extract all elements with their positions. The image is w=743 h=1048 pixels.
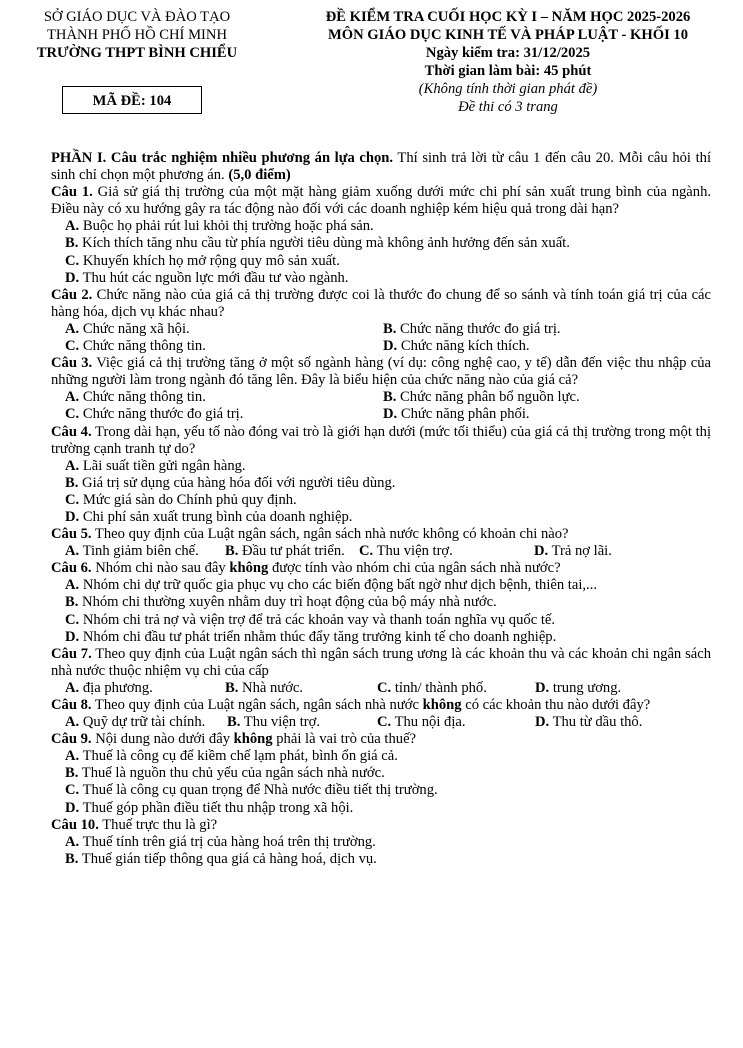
question-label: Câu 5. [51,526,92,543]
option-c [51,253,711,270]
option-b [51,235,711,252]
option-text: Trả nợ lãi. [548,543,612,560]
option-letter: A. [65,577,80,594]
option-letter: D. [65,508,80,525]
part1-points: (5,0 điểm) [228,167,291,184]
question-label: Câu 6. [51,560,92,577]
question-text: Chức năng nào của giá cả thị trường được coi là thước đo chung để so sánh và tính toán giá trị của các hàng hóa, dịch vụ khác nhau? [51,286,712,320]
option-c [51,492,711,509]
duration-note: (Không tính thời gian phát đề) [418,81,598,97]
question-label: Câu 3. [51,355,93,372]
option-letter: D. [383,406,398,423]
part1-title: PHẦN I. Câu trắc nghiệm nhiều phương án lựa chọn. [51,150,394,166]
exam-title: ĐỀ KIỂM TRA CUỐI HỌC KỲ I – NĂM HỌC 2025-2026 [325,9,691,25]
option-letter: D. [534,543,549,560]
question-label: Câu 2. [51,286,93,303]
option-text: Chức năng phân phối. [397,406,530,423]
question-text: Trong dài hạn, yếu tố nào đóng vai trò là giới hạn dưới (mức tối thiểu) của giá cả thị trường trong một thị trường cạnh tranh tự do? [51,423,711,457]
option-b [51,594,711,611]
option-a [51,834,711,851]
option-letter: D. [65,799,80,816]
option-letter: C. [377,679,392,696]
options-row [51,406,711,423]
exam-date: Ngày kiểm tra: 31/12/2025 [425,45,591,61]
question-label: Câu 4. [51,423,92,440]
option-c [377,680,535,697]
question-keyword: không [233,731,273,748]
option-letter: A. [65,714,80,731]
option-text: Thu hút các nguồn lực mới đầu tư vào ngành. [79,269,349,286]
option-d [51,800,711,817]
question-6 [51,560,711,577]
option-b [51,851,711,868]
option-text: Thuế góp phần điều tiết thu nhập trong xã hội. [79,799,354,816]
option-a [65,321,383,338]
option-letter: B. [227,714,241,731]
option-text: Nhóm chi thường xuyên nhằm duy trì hoạt động của bộ máy nhà nước. [78,594,497,611]
question-4 [51,424,711,458]
question-1 [51,184,711,218]
option-text: Kích thích tăng nhu cầu từ phía người tiêu dùng mà không ảnh hưởng đến sản xuất. [78,235,570,252]
question-keyword: không [422,697,462,713]
department-line: SỞ GIÁO DỤC VÀ ĐÀO TẠO [43,9,231,25]
options-row [51,321,711,338]
question-text: Giả sử giá thị trường của một mặt hàng giảm xuống dưới mức chi phí sản xuất trung bình của ngành. Điều này có xu hướng gây ra tác động nào đối với các doanh nghiệp kém hiệu quả trong dài hạn? [51,184,712,218]
option-letter: C. [359,543,374,560]
option-letter: B. [225,543,239,560]
question-10 [51,817,711,834]
question-text: Theo quy định của Luật ngân sách thì ngân sách trung ương là các khoản thu và các khoản chi ngân sách nhà nước thuộc nhiệm vụ chi của cấp [51,645,711,679]
option-a [51,218,711,235]
option-letter: C. [377,714,392,731]
option-text: Buộc họ phải rút lui khỏi thị trường hoặc phá sản. [79,218,374,235]
question-text: Nội dung nào dưới đây [91,731,234,748]
option-text: Thuế là công cụ để kiềm chế lạm phát, bình ổn giá cả. [79,748,398,765]
option-letter: D. [535,714,550,731]
option-letter: B. [65,850,79,867]
option-c [51,782,711,799]
option-text: Mức giá sàn do Chính phủ quy định. [79,491,297,508]
option-text: Chức năng thước đo giá trị. [79,406,244,423]
option-text: Giá trị sử dụng của hàng hóa đối với người tiêu dùng. [78,474,396,491]
option-a [65,680,225,697]
school-header [14,8,260,62]
option-text: Nhóm chi trả nợ và viện trợ để trả các khoản vay và thanh toán nghĩa vụ quốc tế. [79,611,555,628]
subject-title: MÔN GIÁO DỤC KINH TẾ VÀ PHÁP LUẬT - KHỐI 10 [327,27,688,43]
option-d [383,406,701,423]
option-text: Chi phí sản xuất trung bình của doanh nghiệp. [79,508,353,525]
option-d [534,543,612,560]
option-b [51,475,711,492]
option-d [51,509,711,526]
question-9 [51,731,711,748]
option-letter: B. [383,389,397,406]
option-a [65,543,225,560]
option-letter: D. [383,338,398,355]
exam-content [51,150,711,868]
option-letter: D. [65,628,80,645]
question-label: Câu 10. [51,816,99,833]
option-letter: A. [65,218,80,235]
question-2 [51,287,711,321]
option-letter: A. [65,543,80,560]
exam-header [278,8,738,116]
option-text: Nhà nước. [238,679,304,696]
question-7 [51,646,711,680]
question-text: Theo quy định của Luật ngân sách, ngân sách nhà nước [91,697,423,713]
part1-instructions: Thí sinh trả lời từ câu 1 đến câu 20. Mỗi câu hỏi thí sinh chỉ chọn một phương án. [51,150,711,184]
option-c [51,612,711,629]
option-text: Khuyến khích họ mở rộng quy mô sản xuất. [79,252,340,269]
option-letter: D. [65,269,80,286]
option-text: Chức năng xã hội. [79,320,190,337]
option-letter: A. [65,833,80,850]
option-letter: A. [65,389,80,406]
option-b [51,765,711,782]
option-text: Chức năng thước đo giá trị. [396,320,561,337]
option-letter: B. [65,765,79,782]
option-text: Lãi suất tiền gửi ngân hàng. [79,457,246,474]
option-a [51,748,711,765]
option-b [225,680,377,697]
option-text: Quỹ dự trữ tài chính. [79,714,206,731]
option-c [359,543,534,560]
option-letter: A. [65,748,80,765]
option-text: Thu viện trợ. [240,714,320,731]
question-label: Câu 1. [51,184,93,201]
option-a [51,458,711,475]
option-text: Chức năng phân bổ nguồn lực. [396,389,580,406]
option-text: Thuế tính trên giá trị của hàng hoá trên thị trường. [79,833,376,850]
question-keyword: không [229,560,269,577]
question-5 [51,526,711,543]
options-row [51,714,711,731]
option-text: Chức năng kích thích. [397,338,530,355]
option-text: Chức năng thông tin. [79,389,206,406]
option-text: Thuế là công cụ quan trọng để Nhà nước điều tiết thị trường. [79,782,438,799]
option-text: Thu nội địa. [391,714,466,731]
option-text: Thu viện trợ. [373,543,453,560]
option-d [51,270,711,287]
option-c [65,338,383,355]
option-a [65,389,383,406]
option-text: Đầu tư phát triển. [238,543,345,560]
question-text: có các khoản thu nào dưới đây? [461,697,651,713]
school-name: TRƯỜNG THPT BÌNH CHIỂU [36,45,238,61]
option-text: Thuế là nguồn thu chủ yếu của ngân sách nhà nước. [78,765,385,782]
option-letter: C. [65,611,80,628]
option-letter: B. [65,235,79,252]
city-line: THÀNH PHỐ HỒ CHÍ MINH [47,27,227,43]
option-text: Tinh giảm biên chế. [79,543,199,560]
question-text: phải là vai trò của thuế? [272,731,417,748]
question-label: Câu 9. [51,731,92,748]
option-d [535,714,642,731]
option-text: Thuế gián tiếp thông qua giá cả hàng hoá, dịch vụ. [78,850,377,867]
option-letter: D. [535,679,550,696]
question-text: được tính vào nhóm chi của ngân sách nhà nước? [268,560,561,577]
option-a [51,577,711,594]
question-label: Câu 7. [51,645,92,662]
option-text: trung ương. [549,679,622,696]
option-letter: C. [65,338,80,355]
option-letter: A. [65,320,80,337]
option-text: địa phương. [79,679,153,696]
options-row [51,543,711,560]
option-letter: B. [65,474,79,491]
question-text: Việc giá cả thị trường tăng ở một số ngành hàng (ví dụ: công nghệ cao, y tế) dẫn đến việc thu nhập của những người làm trong ngành đó tăng lên. Đây là biểu hiện của chức năng nào của giá cả? [51,355,711,389]
option-text: Thu từ dầu thô. [549,714,643,731]
option-c [377,714,535,731]
option-letter: C. [65,252,80,269]
option-text: tỉnh/ thành phố. [391,679,487,696]
option-a [65,714,227,731]
exam-code-box: MÃ ĐỀ: 104 [62,86,202,114]
question-label: Câu 8. [51,697,92,713]
option-b [383,389,701,406]
option-letter: A. [65,679,80,696]
question-text: Thuế trực thu là gì? [98,816,218,833]
page-count: Đề thi có 3 trang [458,99,558,115]
option-text: Chức năng thông tin. [79,338,206,355]
option-b [225,543,359,560]
option-text: Nhóm chi dự trữ quốc gia phục vụ cho các biến động bất ngờ như dịch bệnh, thiên tai,... [79,577,597,594]
options-row [51,389,711,406]
option-text: Nhóm chi đầu tư phát triển nhằm thúc đẩy tăng trưởng kinh tế cho doanh nghiệp. [79,628,557,645]
option-letter: B. [225,679,239,696]
option-b [227,714,377,731]
option-d [51,629,711,646]
option-d [535,680,621,697]
option-letter: C. [65,406,80,423]
question-8 [51,697,711,714]
part1-heading [51,150,711,184]
exam-duration: Thời gian làm bài: 45 phút [424,63,592,79]
options-row [51,338,711,355]
options-row [51,680,711,697]
question-3 [51,355,711,389]
option-letter: C. [65,782,80,799]
option-b [383,321,701,338]
option-c [65,406,383,423]
option-letter: B. [383,320,397,337]
question-text: Nhóm chi nào sau đây [91,560,230,577]
option-letter: B. [65,594,79,611]
option-letter: C. [65,491,80,508]
question-text: Theo quy định của Luật ngân sách, ngân sách nhà nước không có khoản chi nào? [91,526,569,543]
option-d [383,338,701,355]
option-letter: A. [65,457,80,474]
